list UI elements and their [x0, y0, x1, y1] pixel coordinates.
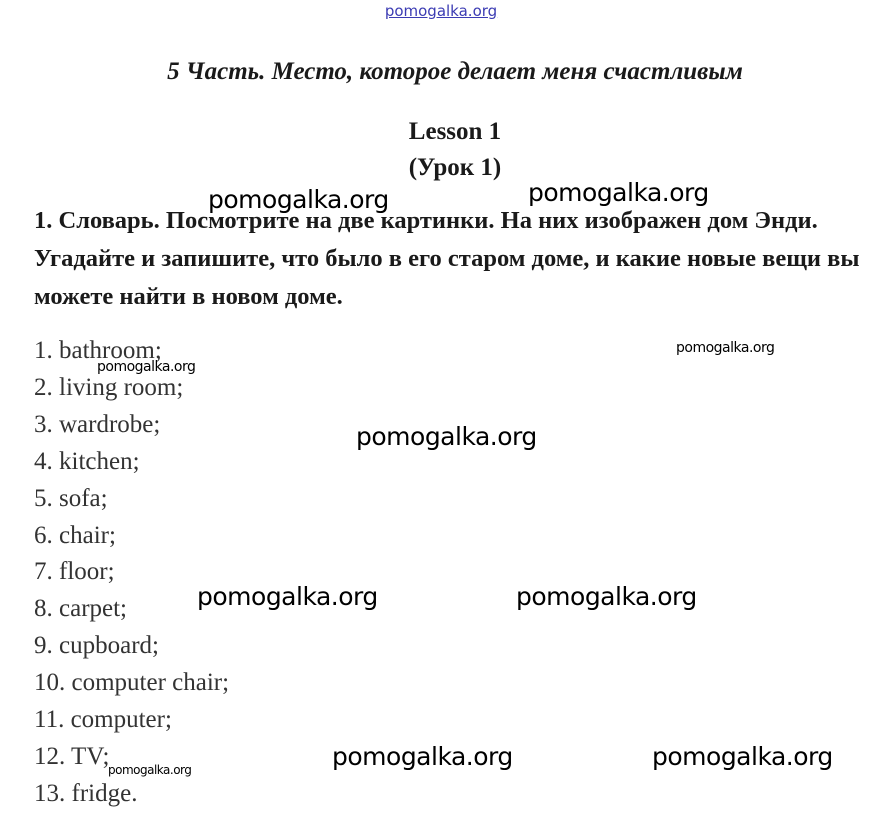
watermark: pomogalka.org [97, 359, 196, 375]
list-item: 2. living room; [34, 373, 184, 401]
lesson-subtitle: (Урок 1) [408, 154, 502, 181]
watermark-link-top[interactable]: pomogalka.org [384, 2, 498, 20]
watermark: pomogalka.org [356, 422, 537, 451]
list-item: 8. carpet; [34, 595, 128, 623]
watermark: pomogalka.org [676, 340, 775, 356]
watermark: pomogalka.org [516, 582, 697, 611]
watermark: pomogalka.org [197, 582, 378, 611]
watermark: pomogalka.org [208, 185, 389, 214]
list-item: 9. cupboard; [34, 632, 159, 660]
vocabulary-list [34, 333, 229, 813]
watermark: pomogalka.org [528, 178, 709, 207]
watermark: pomogalka.org [108, 763, 192, 777]
list-item: 5. sofa; [34, 484, 108, 512]
list-item: 12. TV; [34, 742, 110, 770]
list-item: 4. kitchen; [34, 447, 140, 475]
list-item: 1. bathroom; [34, 337, 162, 364]
part-title: 5 Часть. Место, которое делает меня счастливым [167, 58, 743, 85]
list-item: 6. chair; [34, 521, 116, 549]
list-item: 11. computer; [34, 706, 172, 734]
watermark: pomogalka.org [332, 742, 513, 771]
list-item: 7. floor; [34, 558, 115, 586]
list-item: 13. fridge. [34, 779, 138, 807]
list-item: 3. wardrobe; [34, 410, 161, 438]
list-item: 10. computer chair; [34, 669, 230, 697]
watermark: pomogalka.org [652, 742, 833, 771]
task-instruction: 1. Словарь. Посмотрите на две картинки. На них изображен дом Энди. Угадайте и запишите, что было в его старом доме, и какие новые вещи вы можете найти в новом доме. [34, 207, 860, 310]
lesson-title: Lesson 1 [408, 118, 502, 145]
lesson-heading [0, 114, 882, 186]
